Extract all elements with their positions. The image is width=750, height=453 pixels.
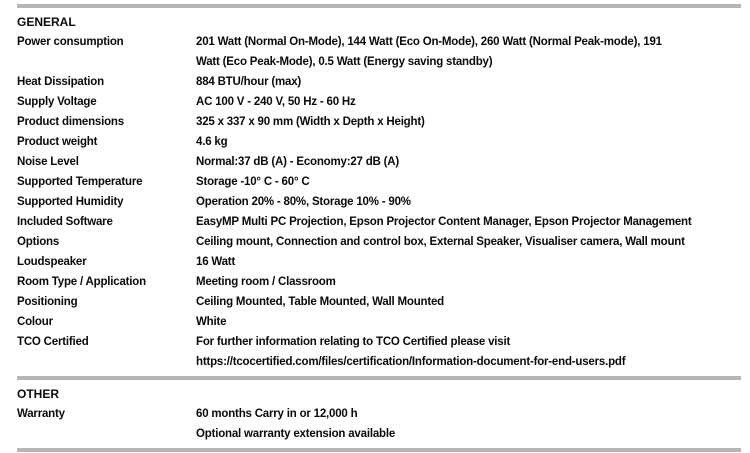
top-divider bbox=[17, 4, 741, 8]
spec-value bbox=[196, 152, 741, 172]
spec-label: TCO Certified bbox=[17, 336, 89, 348]
spec-label: Options bbox=[17, 236, 60, 248]
spec-value bbox=[196, 292, 741, 312]
spec-value-line: Storage -10° C - 60° C bbox=[196, 176, 310, 188]
spec-label: Colour bbox=[17, 316, 53, 328]
spec-value bbox=[196, 252, 741, 272]
spec-row-noise-level bbox=[17, 152, 741, 172]
spec-value bbox=[196, 92, 741, 112]
spec-label: Warranty bbox=[17, 408, 65, 420]
bottom-divider bbox=[17, 448, 741, 452]
spec-value-line: Normal:37 dB (A) - Economy:27 dB (A) bbox=[196, 156, 400, 168]
section-title-general: GENERAL bbox=[17, 15, 76, 29]
spec-value bbox=[196, 332, 741, 372]
spec-value-line: 201 Watt (Normal On-Mode), 144 Watt (Eco On-Mode), 260 Watt (Normal Peak-mode), 191 bbox=[196, 36, 662, 48]
spec-label: Supported Humidity bbox=[17, 196, 124, 208]
spec-value bbox=[196, 172, 741, 192]
spec-row-options bbox=[17, 232, 741, 252]
spec-label: Product dimensions bbox=[17, 116, 124, 128]
spec-label: Power consumption bbox=[17, 36, 124, 48]
spec-value bbox=[196, 212, 741, 232]
spec-row-loudspeaker bbox=[17, 252, 741, 272]
spec-value-line: Watt (Eco Peak-Mode), 0.5 Watt (Energy saving standby) bbox=[196, 56, 493, 68]
spec-row-heat-dissipation bbox=[17, 72, 741, 92]
spec-label: Supply Voltage bbox=[17, 96, 97, 108]
spec-value-line: Ceiling mount, Connection and control box, External Speaker, Visualiser camera, Wall mount bbox=[196, 236, 685, 248]
spec-label: Product weight bbox=[17, 136, 98, 148]
spec-value bbox=[196, 312, 741, 332]
spec-value-line: 4.6 kg bbox=[196, 136, 228, 148]
spec-label: Positioning bbox=[17, 296, 78, 308]
spec-row-included-software bbox=[17, 212, 741, 232]
spec-value bbox=[196, 72, 741, 92]
spec-row-tco-certified bbox=[17, 332, 741, 372]
spec-value-line: Meeting room / Classroom bbox=[196, 276, 336, 288]
spec-row-supply-voltage bbox=[17, 92, 741, 112]
other-section bbox=[17, 404, 741, 444]
spec-value-line: EasyMP Multi PC Projection, Epson Projector Content Manager, Epson Projector Management bbox=[196, 216, 692, 228]
spec-row-power-consumption bbox=[17, 32, 741, 72]
spec-row-positioning bbox=[17, 292, 741, 312]
spec-row-colour bbox=[17, 312, 741, 332]
section-divider bbox=[17, 376, 741, 380]
spec-value-line: Optional warranty extension available bbox=[196, 428, 396, 440]
spec-value-line: 16 Watt bbox=[196, 256, 236, 268]
spec-label: Loudspeaker bbox=[17, 256, 87, 268]
spec-label: Supported Temperature bbox=[17, 176, 143, 188]
spec-value-line: For further information relating to TCO Certified please visit bbox=[196, 336, 511, 348]
spec-label: Room Type / Application bbox=[17, 276, 146, 288]
spec-value bbox=[196, 232, 741, 252]
spec-value bbox=[196, 132, 741, 152]
spec-value-line: AC 100 V - 240 V, 50 Hz - 60 Hz bbox=[196, 96, 356, 108]
spec-value-line: 60 months Carry in or 12,000 h bbox=[196, 408, 358, 420]
spec-value-line: White bbox=[196, 316, 227, 328]
spec-label: Noise Level bbox=[17, 156, 79, 168]
spec-value-line: 325 x 337 x 90 mm (Width x Depth x Height) bbox=[196, 116, 425, 128]
general-section bbox=[17, 32, 741, 372]
tco-certified-url: https://tcocertified.com/files/certification/Information-document-for-end-users.pdf bbox=[196, 356, 626, 368]
spec-value bbox=[196, 272, 741, 292]
spec-value bbox=[196, 404, 741, 444]
spec-row-room-type bbox=[17, 272, 741, 292]
spec-row-warranty bbox=[17, 404, 741, 444]
spec-value-line: Operation 20% - 80%, Storage 10% - 90% bbox=[196, 196, 411, 208]
spec-row-product-dimensions bbox=[17, 112, 741, 132]
spec-label: Heat Dissipation bbox=[17, 76, 104, 88]
spec-value bbox=[196, 112, 741, 132]
spec-row-product-weight bbox=[17, 132, 741, 152]
spec-value bbox=[196, 32, 741, 72]
spec-row-supported-temperature bbox=[17, 172, 741, 192]
spec-value-line: Ceiling Mounted, Table Mounted, Wall Mounted bbox=[196, 296, 445, 308]
spec-row-supported-humidity bbox=[17, 192, 741, 212]
section-title-other: OTHER bbox=[17, 387, 59, 401]
spec-value bbox=[196, 192, 741, 212]
spec-value-line: 884 BTU/hour (max) bbox=[196, 76, 302, 88]
spec-label: Included Software bbox=[17, 216, 113, 228]
